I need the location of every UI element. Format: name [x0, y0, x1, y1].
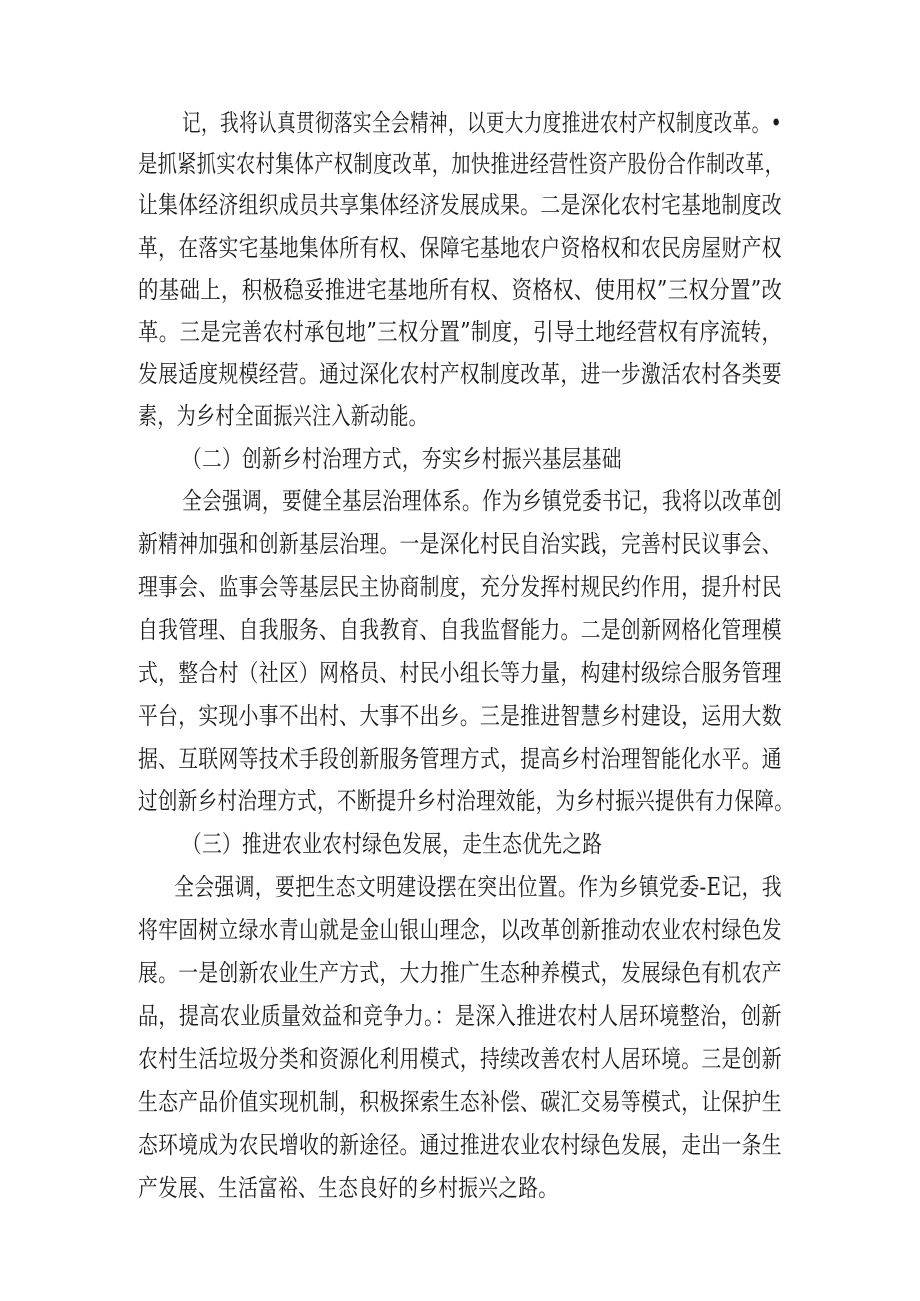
text-line: 素，为乡村全面振兴注入新动能。 [138, 402, 428, 430]
text-line: 将牢固树立绿水青山就是金山银山理念，以改革创新推动农业农村绿色发 [138, 916, 782, 944]
text-line: 记，我将认真贯彻落实全会精神，以更大力度推进农村产权制度改革。• [182, 109, 782, 137]
text-line: 革。三是完善农村承包地”三权分置”制度，引导土地经营权有序流转， [138, 318, 783, 346]
text-line: 发展适度规模经营。通过深化农村产权制度改革，进一步激活农村各类要 [138, 360, 782, 388]
text-line: 是抓紧抓实农村集体产权制度改革，加快推进经营性资产股份合作制改革， [138, 150, 785, 178]
text-line: 品，提高农业质量效益和竞争力。：是深入推进农村人居环境整治，创新 [138, 1002, 782, 1030]
text-line: 展。一是创新农业生产方式，大力推广生态种养模式，发展绿色有机农产 [138, 959, 782, 987]
text-line: 过创新乡村治理方式，不断提升乡村治理效能，为乡村振兴提供有力保障。 [138, 787, 795, 815]
text-line: 全会强调，要把生态文明建设摆在突出位置。作为乡镇党委-E记，我 [174, 873, 782, 901]
text-line: 让集体经济组织成员共享集体经济发展成果。二是深化农村宅基地制度改 [138, 191, 782, 219]
text-line: （三）推进农业农村绿色发展，走生态优先之路 [182, 830, 603, 858]
text-line: 据、互联网等技术手段创新服务管理方式，提高乡村治理智能化水平。通 [138, 745, 782, 773]
text-line: 态环境成为农民增收的新途径。通过推进农业农村绿色发展，走出一条生 [138, 1131, 782, 1159]
text-line: 农村生活垃圾分类和资源化利用模式，持续改善农村人居环境。三是创新 [138, 1045, 782, 1073]
text-line: 革，在落实宅基地集体所有权、保障宅基地农户资格权和农民房屋财产权 [138, 234, 782, 262]
text-line: 自我管理、自我服务、自我教育、自我监督能力。二是创新网格化管理模 [138, 616, 782, 644]
text-line: （二）创新乡村治理方式，夯实乡村振兴基层基础 [182, 445, 622, 473]
text-line: 全会强调，要健全基层治理体系。作为乡镇党委书记，我将以改革创 [182, 487, 783, 515]
text-line: 式，整合村（社区）网格员、村民小组长等力量，构建村级综合服务管理 [138, 659, 782, 687]
text-line: 平台，实现小事不出村、大事不出乡。三是推进智慧乡村建设，运用大数 [138, 702, 782, 730]
text-line: 产发展、生活富裕、生态良好的乡村振兴之路。 [138, 1174, 559, 1202]
text-line: 的基础上，积极稳妥推进宅基地所有权、资格权、使用权”三权分置”改 [138, 276, 783, 304]
text-line: 生态产品价值实现机制，积极探索生态补偿、碳汇交易等模式，让保护生 [138, 1088, 782, 1116]
text-line: 理事会、监事会等基层民主协商制度，充分发挥村规民约作用，提升村民 [138, 573, 782, 601]
text-line: 新精神加强和创新基层治理。一是深化村民自治实践，完善村民议事会、 [138, 530, 782, 558]
